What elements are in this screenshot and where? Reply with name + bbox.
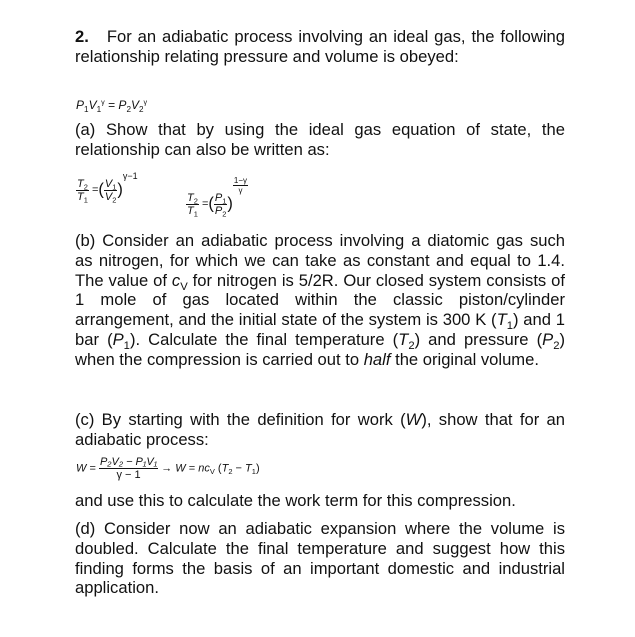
part-c-work-equation: W = $\frac{\text{P₂V₂ − P₁V₁}}{\gamma - 1}$ → $W = nc_V$ $(T_2 - T_1)$ xyxy=(76,456,260,481)
question-intro xyxy=(75,27,565,67)
part-a-equation-pressure: $\frac{T_2}{T_1}$ =( $\frac{P_1}{P_2}$ ) $\frac{1-\gamma}{\gamma}$ xyxy=(187,176,248,219)
question-intro-text: For an adiabatic process involving an ideal gas, the following relationship relating pressure and volume is obeyed: xyxy=(75,27,565,66)
part-c-followup: and use this to calculate the work term for this compression. xyxy=(75,491,516,510)
part-a-equation-volume: $\frac{T_2}{T_1}$ =( $\frac{V_1}{V_2}$ )$^{\gamma-1}$ xyxy=(77,171,138,205)
adiabatic-relation: $P_1V_1^\gamma = P_2V_2^\gamma$ xyxy=(76,97,148,114)
part-c-text: (c) By starting with the definition for work (W), show that for an adiabatic process: xyxy=(75,410,565,449)
part-a-text: (a) Show that by using the ideal gas equation of state, the relationship can also be written as: xyxy=(75,120,565,159)
part-b-text: (b) Consider an adiabatic process involving a diatomic gas such as nitrogen, for which we can take as constant and equal to 1.4. The value of $c_V$ for nitrogen is 5/2R. Our closed system consists of 1 mole of gas located within the classic piston/cylinder arrangement, and the initial state of the system is 300 K $(T_1)$ and 1 bar $(P_1)$. Calculate the final temperature $(T_2)$ and pressure $(P_2)$ when the compression is carried out to half the original volume. xyxy=(75,231,565,369)
question-number: 2. xyxy=(75,27,89,46)
part-d-text: (d) Consider now an adiabatic expansion where the volume is doubled. Calculate the final temperature and suggest how this finding forms the basis of an important domestic and industrial application. xyxy=(75,519,565,598)
